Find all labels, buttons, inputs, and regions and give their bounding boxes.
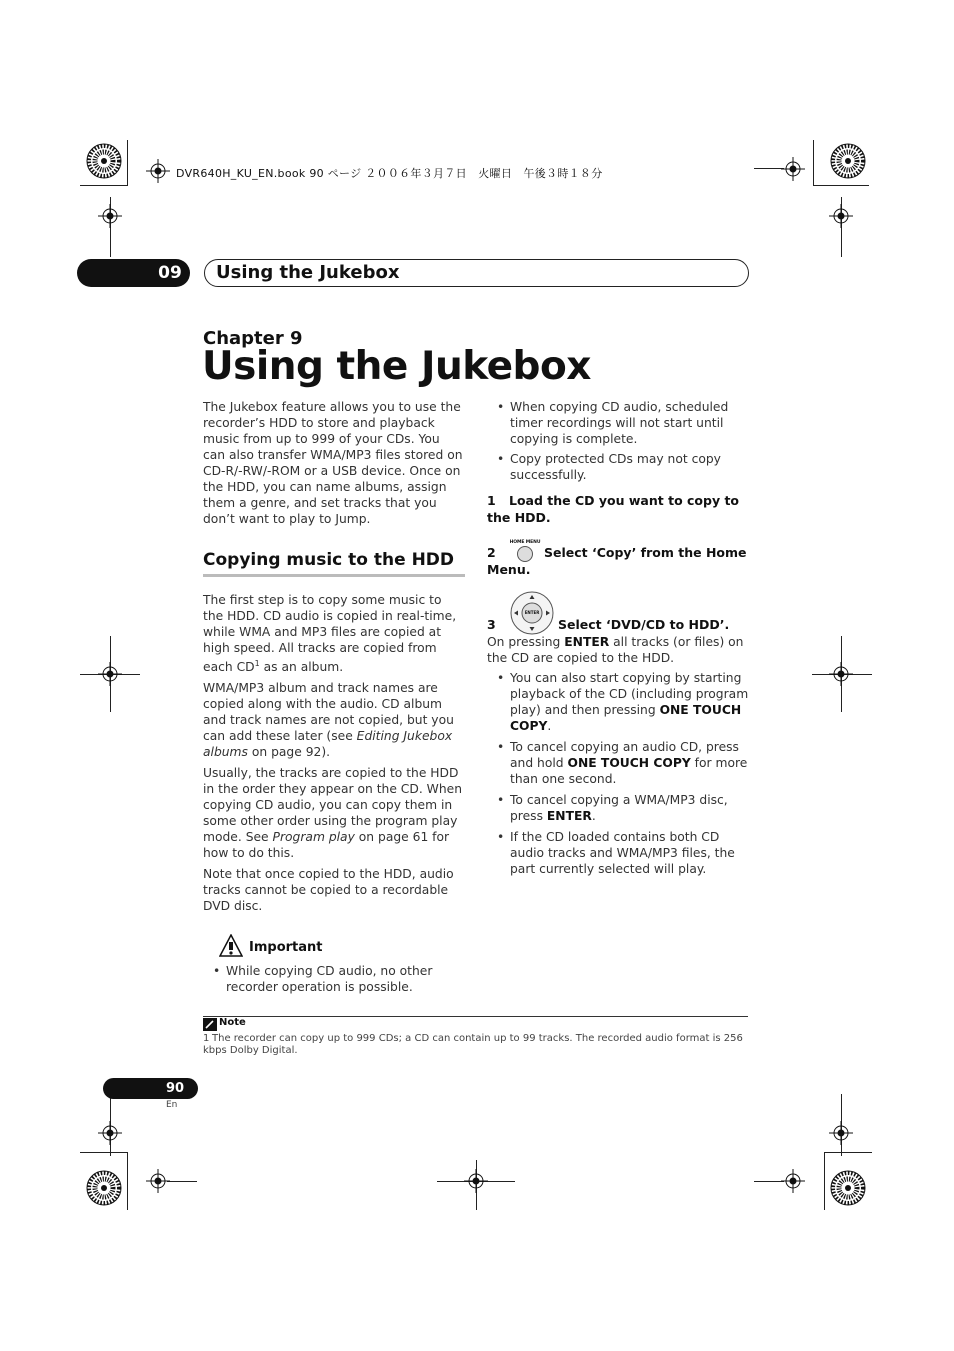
step-number: 1 [487,493,496,508]
home-menu-button-icon: HOME MENU [509,540,541,563]
step-3 [487,616,751,633]
step-text: Select ‘DVD/CD to HDD’. [558,617,730,632]
important-item: • While copying CD audio, no other recorder operation is possible. [213,963,466,995]
chapter-label: Chapter 9 [203,328,303,349]
registration-target-icon [146,159,170,183]
registration-target-icon [98,662,122,686]
after-step-text: On pressing ENTER all tracks (or files) on the CD are copied to the HDD. [487,635,744,665]
registration-target-icon [781,1169,805,1193]
paragraph-3: Usually, the tracks are copied to the HDD in the order they appear on the CD. When copying CD audio, you can copy them in some other order using the program play mode. See Program play on page 61 for how to do this. [203,766,462,861]
page-number: 90 [165,1081,185,1096]
list-item: • If the CD loaded contains both CD audio tracks and WMA/MP3 files, the part currently selected will play. [497,829,750,877]
registration-wheel-icon [830,1170,866,1206]
registration-target-icon [464,1169,488,1193]
page-title: Using the Jukebox [202,344,591,389]
section-title: Copying music to the HDD [203,550,455,570]
enter-dpad-icon: ENTER [510,591,554,635]
footnote-number: 1 [203,1033,210,1044]
step-text: Load the CD you want to copy to the HDD. [487,493,740,525]
footnote-ref: 1 [254,659,260,668]
note-rule [203,1016,748,1017]
step-number: 3 [487,617,496,632]
chapter-tab-number: 09 [158,263,182,283]
list-item: • When copying CD audio, scheduled timer recordings will not start until copying is complete. [497,399,750,447]
note-label: Note [219,1017,246,1028]
footnote [203,1033,751,1057]
paragraph-2: WMA/MP3 album and track names are copied along with the audio. CD album and track names are not copied, but you can add these later (see Editing Jukebox albums on page 92). [203,681,454,760]
registration-target-icon [829,1121,853,1145]
right-top-bullets [497,399,750,483]
right-bottom-bullets [497,670,750,877]
footnote-text: The recorder can copy up to 999 CDs; a CD can contain up to 99 tracks. The recorded audio format is 256 kbps Dolby Digital. [203,1033,743,1056]
registration-wheel-icon [830,143,866,179]
registration-target-icon [829,662,853,686]
registration-wheel-icon [86,1170,122,1206]
registration-target-icon [829,204,853,228]
page-language: En [166,1100,178,1110]
list-item: • To cancel copying a WMA/MP3 disc, press ENTER. [497,792,750,824]
list-item: • Copy protected CDs may not copy successfully. [497,451,750,483]
note-pencil-icon [203,1018,217,1031]
intro-paragraph: The Jukebox feature allows you to use the recorder’s HDD to store and playback music from up to 999 of your CDs. You can also transfer WMA/MP3 files stored on CD-R/-RW/-ROM or a USB device. Once on the HDD, you can name albums, assign them a genre, and set tracks that you don’t want to play to Jump. [203,400,463,526]
step-text: Select ‘Copy’ from the Home Menu. [487,545,747,577]
registration-target-icon [98,204,122,228]
registration-wheel-icon [86,143,122,179]
warning-hand-icon [219,934,243,958]
paragraph-1: The first step is to copy some music to the HDD. CD audio is copied in real-time, while WMA and MP3 files are copied at high speed. All tracks are copied from each $CD^1$ as an album. [203,593,457,675]
registration-target-icon [781,157,805,181]
list-item: • To cancel copying an audio CD, press and hold ONE TOUCH COPY for more than one second. [497,739,750,787]
print-header: DVR640H_KU_EN.book 90 ページ ２００６年３月７日 火曜日 午後３時１８分 [176,167,603,180]
registration-target-icon [98,1121,122,1145]
list-item: • You can also start copying by starting playback of the CD (including program play) and then pressing ONE TOUCH COPY. [497,670,750,734]
paragraph-4: Note that once copied to the HDD, audio tracks cannot be copied to a recordable DVD disc. [203,867,454,914]
step-number: 2 [487,545,496,560]
step-1 [487,492,751,526]
section-body [203,592,465,914]
chapter-tab-title: Using the Jukebox [216,262,400,283]
important-title: Important [249,940,323,955]
section-rule [203,574,465,577]
registration-target-icon [146,1169,170,1193]
step-2 [487,544,751,578]
